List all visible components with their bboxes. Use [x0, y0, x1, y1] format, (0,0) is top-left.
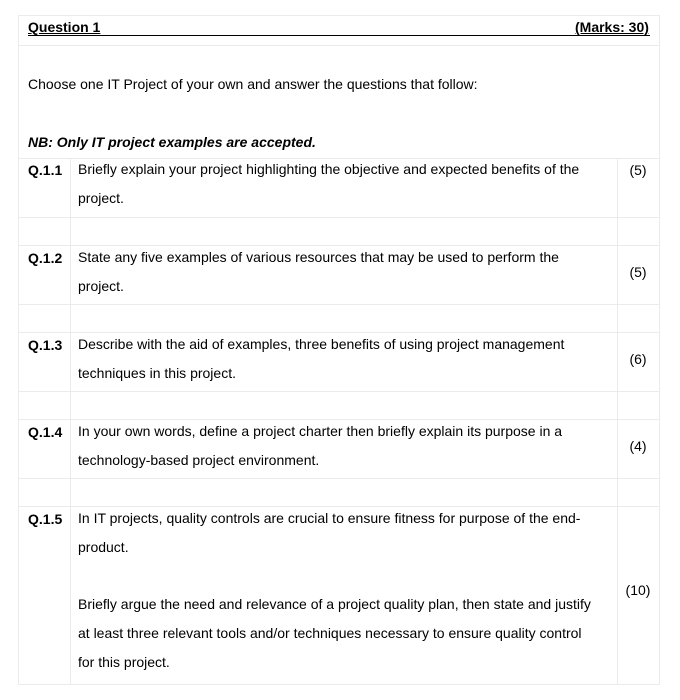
question-number: Q.1.2 [28, 250, 63, 266]
grid-line [18, 45, 660, 46]
question-number: Q.1.3 [28, 337, 63, 353]
note-text: NB: Only IT project examples are accepted. [28, 134, 316, 150]
question-line: Describe with the aid of examples, three benefits of using project management [78, 336, 565, 352]
question-line: for this project. [78, 654, 170, 670]
intro-text: Choose one IT Project of your own and answer the questions that follow: [28, 76, 478, 92]
question-line: Briefly explain your project highlighting the objective and expected benefits of the [78, 161, 580, 177]
total-marks: (Marks: 30) [575, 19, 649, 35]
header-underline [28, 35, 650, 36]
question-line: techniques in this project. [78, 365, 236, 381]
grid-line [18, 15, 19, 685]
grid-line [659, 15, 660, 685]
question-marks: (5) [629, 264, 647, 280]
question-marks: (4) [629, 438, 647, 454]
question-line: State any five examples of various resources that may be used to perform the [78, 249, 559, 265]
question-text [78, 243, 613, 301]
grid-line [18, 478, 660, 479]
question-number: Q.1.4 [28, 424, 63, 440]
question-text [78, 504, 613, 562]
grid-line [18, 391, 660, 392]
question-text [78, 330, 613, 388]
grid-line [18, 684, 660, 685]
grid-line [18, 217, 660, 218]
question-line: technology-based project environment. [78, 452, 320, 468]
grid-line [617, 158, 618, 685]
question-line: Briefly argue the need and relevance of a project quality plan, then state and justify [78, 596, 591, 612]
question-number: Q.1.1 [28, 162, 63, 178]
question-line: project. [78, 278, 124, 294]
question-line: product. [78, 539, 129, 555]
question-text [78, 590, 613, 677]
question-line: In IT projects, quality controls are crucial to ensure fitness for purpose of the end- [78, 510, 581, 526]
question-marks: (6) [629, 351, 647, 367]
grid-line [18, 15, 660, 16]
question-number: Q.1.5 [28, 511, 63, 527]
question-marks: (10) [625, 582, 651, 598]
question-line: project. [78, 190, 124, 206]
question-text [78, 155, 613, 213]
question-line: In your own words, define a project charter then briefly explain its purpose in a [78, 423, 563, 439]
question-marks: (5) [629, 162, 647, 178]
grid-line [18, 304, 660, 305]
question-title: Question 1 [28, 19, 101, 35]
question-line: at least three relevant tools and/or techniques necessary to ensure quality control [78, 625, 582, 641]
grid-line [70, 158, 71, 685]
question-text [78, 417, 613, 475]
